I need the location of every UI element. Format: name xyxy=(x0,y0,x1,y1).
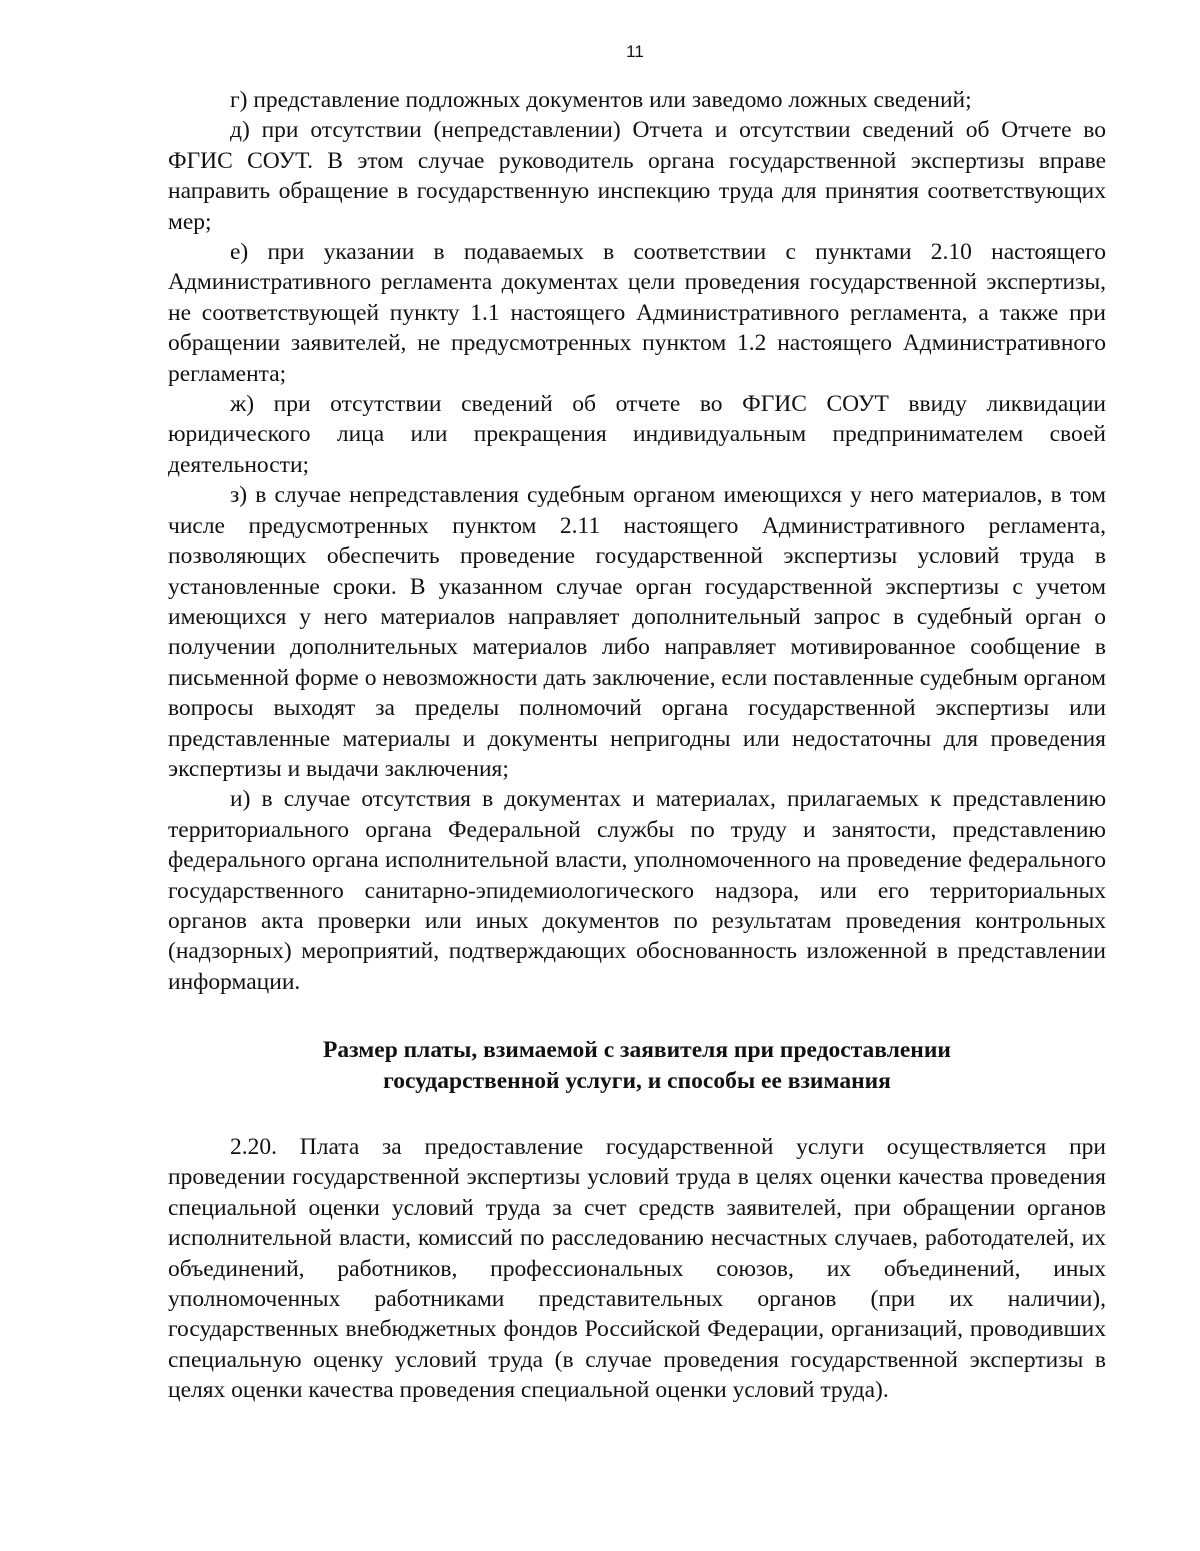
list-item-z: з) в случае непредставления судебным органом имеющихся у него материалов, в том числе предусмотренных пунктом 2.11 настоящего Административного регламента, позволяющих обеспечить проведение государственной экспертизы условий труда в установленные сроки. В указанном случае орган государственной экспертизы с учетом имеющихся у него материалов направляет дополнительный запрос в судебный орган о получении дополнительных материалов либо направляет мотивированное сообщение в письменной форме о невозможности дать заключение, если поставленные судебным органом вопросы выходят за пределы полномочий органа государственной экспертизы или представленные материалы и документы непригодны или недостаточны для проведения экспертизы и выдачи заключения; xyxy=(168,482,1106,782)
section-heading xyxy=(168,1035,1106,1096)
list-item-e: е) при указании в подаваемых в соответствии с пунктами 2.10 настоящего Административного регламента документах цели проведения государственной экспертизы, не соответствующей пункту 1.1 настоящего Административного регламента, а также при обращении заявителей, не предусмотренных пунктом 1.2 настоящего Административного регламента; xyxy=(168,239,1106,387)
page-number: 11 xyxy=(626,42,644,61)
document-body xyxy=(168,85,1106,1406)
section-heading-line-2: государственной услуги, и способы ее взимания xyxy=(383,1067,891,1094)
list-item-d: д) при отсутствии (непредставлении) Отчета и отсутствии сведений об Отчете во ФГИС СОУТ. В этом случае руководитель органа государственной экспертизы вправе направить обращение в государственную инспекцию труда для принятия соответствующих мер; xyxy=(168,117,1106,235)
paragraph-2-20: 2.20. Плата за предоставление государственной услуги осуществляется при проведении государственной экспертизы условий труда в целях оценки качества проведения специальной оценки условий труда за счет средств заявителей, при обращении органов исполнительной власти, комиссий по расследованию несчастных случаев, работодателей, их объединений, работников, профессиональных союзов, их объединений, иных уполномоченных работниками представительных органов (при их наличии), государственных внебюджетных фондов Российской Федерации, организаций, проводивших специальную оценку условий труда (в случае проведения государственной экспертизы в целях оценки качества проведения специальной оценки условий труда). xyxy=(168,1134,1106,1404)
list-item-g: г) представление подложных документов или заведомо ложных сведений; xyxy=(230,87,972,113)
section-heading-line-1: Размер платы, взимаемой с заявителя при предоставлении xyxy=(323,1037,951,1064)
list-item-zh: ж) при отсутствии сведений об отчете во ФГИС СОУТ ввиду ликвидации юридического лица или прекращения индивидуальным предпринимателем своей деятельности; xyxy=(168,391,1106,478)
list-item-i: и) в случае отсутствия в документах и материалах, прилагаемых к представлению территориального органа Федеральной службы по труду и занятости, представлению федерального органа исполнительной власти, уполномоченного на проведение федерального государственного санитарно-эпидемиологического надзора, или его территориальных органов акта проверки или иных документов по результатам проведения контрольных (надзорных) мероприятий, подтверждающих обоснованность изложенной в представлении информации. xyxy=(168,786,1106,995)
